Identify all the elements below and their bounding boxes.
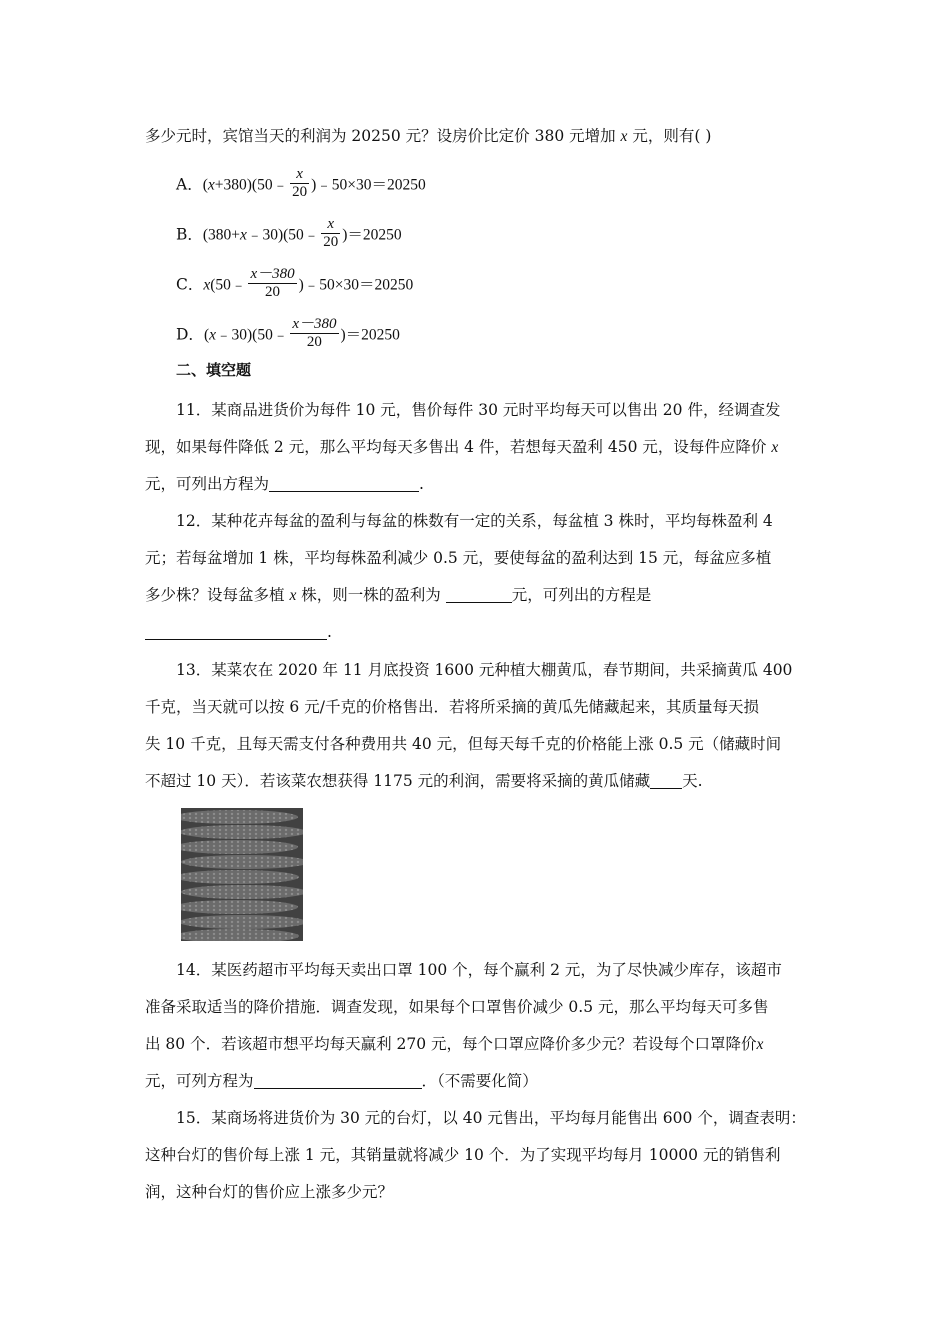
q11-line-2	[145, 437, 778, 458]
option-b-fraction	[321, 216, 340, 251]
option-a-numerator: x	[296, 166, 303, 182]
option-b-mid: ﹣30)(50﹣	[246, 226, 320, 244]
option-a	[176, 168, 426, 203]
q11-line-2-text: 现，如果每件降低 2 元，那么平均每天多售出 4 件，若想每天盈利 450 元，设每件应降价	[145, 438, 772, 456]
q14-line-3	[145, 1034, 763, 1055]
option-a-post: )﹣50×30＝20250	[311, 176, 426, 194]
q12-equation-blank[interactable]	[145, 623, 327, 640]
q11-line-1: 11．某商品进货价为每件 10 元，售价每件 30 元时平均每天可以售出 20 件，经调查发	[176, 401, 781, 419]
q12-line-4	[145, 622, 332, 642]
option-c	[176, 268, 413, 303]
q11-line-3-end: .	[419, 475, 424, 493]
q10-text-a: 多少元时，宾馆当天的利润为 20250 元？设房价比定价 380 元增加	[145, 127, 621, 145]
option-c-fraction	[248, 266, 296, 301]
q12-line-3-end: 元，可列出的方程是	[511, 586, 652, 604]
option-d	[176, 318, 400, 353]
option-c-post: )﹣50×30＝20250	[298, 276, 414, 294]
option-a-label: A．	[176, 175, 203, 194]
q14-line-4	[145, 1071, 538, 1091]
option-b-var: x	[240, 226, 247, 244]
option-c-mid: (50﹣	[210, 276, 247, 294]
section-title: 二、填空题	[176, 361, 252, 379]
q11-line-3-text: 元，可列出方程为	[145, 475, 270, 493]
q12-line-3-mid: 株，则一株的盈利为	[296, 586, 446, 604]
option-d-label: D．	[176, 325, 204, 344]
option-b-pre: (380+	[202, 226, 241, 244]
option-d-var: x	[209, 326, 216, 344]
q12-line-1: 12．某种花卉每盆的盈利与每盆的株数有一定的关系，每盆植 3 株时，平均每株盈利 4	[176, 512, 773, 530]
q15-line-1: 15．某商场将进货价为 30 元的台灯，以 40 元售出，平均每月能售出 600 个，调查表明：	[176, 1109, 806, 1127]
q12-line-4-end: .	[327, 623, 332, 641]
q12-line-3-text: 多少株？设每盆多植	[145, 586, 290, 604]
option-b-post: )＝20250	[342, 226, 402, 244]
q13-line-1: 13．某菜农在 2020 年 11 月底投资 1600 元种植大棚黄瓜，春节期间，共采摘黄瓜 400	[176, 661, 793, 679]
q13-line-4-text: 不超过 10 天）．若该菜农想获得 1175 元的利润，需要将采摘的黄瓜储藏	[145, 772, 651, 790]
q13-days-blank[interactable]	[650, 772, 682, 789]
q14-line-4-text: 元，可列方程为	[145, 1072, 254, 1090]
q14-equation-blank[interactable]	[254, 1072, 422, 1089]
q14-line-3-text: 出 80 个．若该超市想平均每天赢利 270 元，每个口罩应降价多少元？若设每个口罩降价	[145, 1035, 757, 1053]
option-d-mid: ﹣30)(50﹣	[216, 326, 289, 344]
option-d-denominator: 20	[290, 333, 338, 351]
q13-line-4	[145, 771, 703, 791]
option-c-label: C．	[176, 275, 204, 294]
q12-profit-blank[interactable]	[446, 586, 512, 603]
option-a-fraction	[290, 166, 309, 201]
q10-text-b: 元，则有( )	[627, 127, 712, 145]
option-d-numerator: x－380	[292, 316, 337, 332]
option-b-numerator: x	[327, 216, 335, 232]
q11-line-3	[145, 474, 424, 494]
option-c-denominator: 20	[248, 283, 296, 301]
q12-var: x	[289, 587, 297, 604]
q13-line-3: 失 10 千克，且每天需支付各种费用共 40 元，但每天每千克的价格能上涨 0.5 元（储藏时间	[145, 735, 782, 753]
q13-line-4-end: 天.	[682, 772, 703, 790]
q11-var: x	[771, 439, 779, 456]
q14-line-2: 准备采取适当的降价措施．调查发现，如果每个口罩售价减少 0.5 元，那么平均每天可多售	[145, 998, 769, 1016]
option-d-pre: (	[203, 326, 210, 344]
q12-line-2: 元；若每盆增加 1 株，平均每株盈利减少 0.5 元，要使每盆的盈利达到 15 元，每盆应多植	[145, 549, 772, 567]
cucumber-photo-graphic	[181, 808, 303, 941]
option-a-var: x	[207, 176, 215, 194]
q13-line-2: 千克，当天就可以按 6 元/千克的价格售出．若将所采摘的黄瓜先储藏起来，其质量每天损	[145, 698, 759, 716]
q15-line-3: 润，这种台灯的售价应上涨多少元？	[145, 1183, 394, 1201]
option-a-pre: (	[202, 176, 208, 194]
option-c-numerator: x－380	[250, 266, 295, 282]
q14-var: x	[756, 1036, 764, 1053]
q12-line-3	[145, 585, 651, 606]
option-d-fraction	[290, 316, 338, 351]
q10-line	[145, 126, 711, 147]
q10-var: x	[620, 128, 628, 145]
option-b-denominator: 20	[323, 234, 339, 250]
option-a-denominator: 20	[292, 184, 308, 200]
option-a-mid: +380)(50﹣	[214, 176, 289, 194]
q11-answer-blank[interactable]	[269, 475, 419, 492]
cucumber-photo	[181, 808, 303, 941]
option-b-label: B．	[176, 225, 203, 244]
option-d-post: )＝20250	[340, 326, 400, 344]
q14-line-4-end: ．（不需要化简）	[421, 1072, 538, 1090]
option-c-var: x	[203, 276, 211, 294]
option-b	[176, 218, 402, 253]
q14-line-1: 14．某医药超市平均每天卖出口罩 100 个，每个赢利 2 元，为了尽快减少库存，该超市	[176, 961, 782, 979]
q15-line-2: 这种台灯的售价每上涨 1 元，其销量就将减少 10 个．为了实现平均每月 10000 元的销售利	[145, 1146, 781, 1164]
